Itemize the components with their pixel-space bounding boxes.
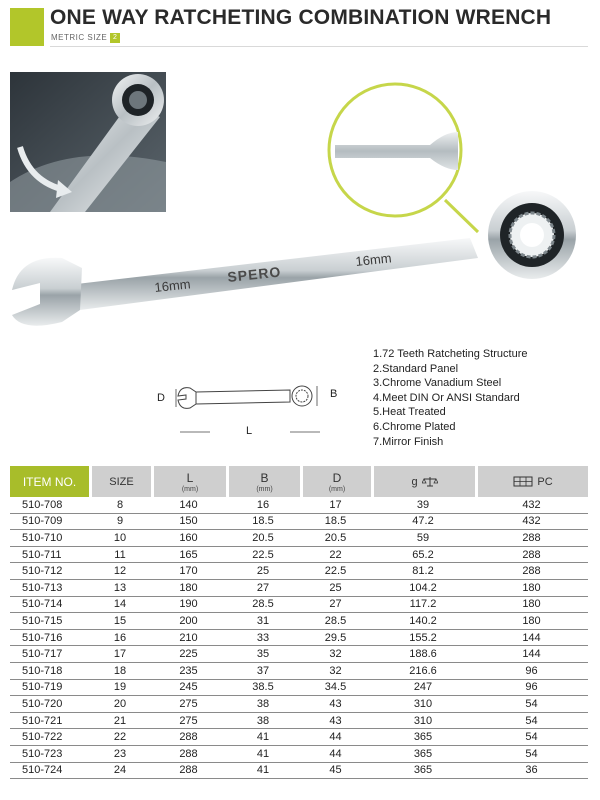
cell-weight: 216.6 <box>409 664 437 677</box>
cell-pieces: 144 <box>522 648 541 661</box>
table-body <box>10 497 588 779</box>
table-header-row <box>10 466 588 497</box>
cell-weight: 47.2 <box>412 515 434 528</box>
cell-length: 210 <box>179 631 198 644</box>
cell-item-no: 510-724 <box>22 764 63 777</box>
table-row <box>10 630 588 647</box>
cell-size: 15 <box>113 614 127 627</box>
cell-size: 17 <box>113 648 127 661</box>
table-row <box>10 696 588 713</box>
cell-item-no: 510-711 <box>22 548 62 561</box>
table-row <box>10 597 588 614</box>
cell-length: 150 <box>179 515 198 528</box>
cell-length: 160 <box>179 531 198 544</box>
cell-length: 275 <box>179 714 198 727</box>
ratchet-gear-icon <box>510 213 554 257</box>
header-accent-bar <box>10 8 44 46</box>
cell-size: 14 <box>113 598 127 611</box>
size-marking-left: 16mm <box>153 276 192 295</box>
cell-width-b: 35 <box>256 648 270 661</box>
cell-width-b: 37 <box>256 664 270 677</box>
cell-item-no: 510-717 <box>22 648 63 661</box>
cell-pieces: 432 <box>522 498 541 511</box>
cell-size: 20 <box>113 697 127 710</box>
page-title: ONE WAY RATCHETING COMBINATION WRENCH <box>50 6 552 29</box>
cell-weight: 365 <box>413 747 433 760</box>
cell-item-no: 510-719 <box>22 681 63 694</box>
feature-item: 1.72 Teeth Ratcheting Structure <box>373 348 528 360</box>
scale-icon <box>422 476 438 487</box>
cell-pieces: 180 <box>522 614 541 627</box>
dimension-label-d: D <box>157 392 165 404</box>
cell-length: 288 <box>179 731 198 744</box>
cell-weight: 188.6 <box>409 648 437 661</box>
cell-weight: 247 <box>413 681 433 694</box>
cell-length: 288 <box>179 764 198 777</box>
col-header-size: SIZE <box>89 466 151 497</box>
cell-length: 275 <box>179 697 198 710</box>
cell-pieces: 36 <box>525 764 538 777</box>
subtitle-badge: 2 <box>110 33 120 43</box>
cell-size: 9 <box>116 515 124 528</box>
feature-item: 5.Heat Treated <box>373 406 446 419</box>
feature-item: 2.Standard Panel <box>373 362 459 375</box>
cell-length: 288 <box>179 747 198 760</box>
cell-depth-d: 25 <box>329 581 342 594</box>
cell-pieces: 54 <box>525 731 538 744</box>
cell-length: 170 <box>179 565 198 578</box>
open-end-head <box>12 258 82 326</box>
cell-width-b: 20.5 <box>252 531 274 544</box>
cell-width-b: 28.5 <box>252 598 274 611</box>
cell-size: 24 <box>113 764 127 777</box>
cell-item-no: 510-714 <box>22 598 63 611</box>
cell-item-no: 510-712 <box>22 565 63 578</box>
cell-length: 200 <box>179 614 198 627</box>
size-marking-right: 16mm <box>354 250 393 269</box>
cell-depth-d: 43 <box>329 714 342 727</box>
cell-weight: 81.2 <box>412 565 434 578</box>
cell-size: 11 <box>114 548 126 561</box>
cell-size: 12 <box>113 565 127 578</box>
cell-pieces: 54 <box>525 747 538 760</box>
cell-depth-d: 22 <box>329 548 342 561</box>
cell-depth-d: 44 <box>329 731 342 744</box>
cell-pieces: 288 <box>522 565 541 578</box>
table-row <box>10 680 588 697</box>
cell-size: 13 <box>113 581 127 594</box>
cell-weight: 140.2 <box>409 614 437 627</box>
dimension-label-l: L <box>246 425 253 437</box>
cell-width-b: 16 <box>256 498 270 511</box>
cell-weight: 310 <box>413 697 433 710</box>
cell-pieces: 96 <box>525 681 538 694</box>
cell-depth-d: 44 <box>329 747 342 760</box>
cell-width-b: 38 <box>256 714 270 727</box>
table-row <box>10 613 588 630</box>
cell-depth-d: 29.5 <box>324 631 347 644</box>
cell-pieces: 144 <box>522 631 541 644</box>
cell-depth-d: 45 <box>329 764 342 777</box>
cell-item-no: 510-723 <box>22 747 63 760</box>
cell-width-b: 18.5 <box>252 515 274 528</box>
cell-size: 21 <box>113 714 127 727</box>
cell-pieces: 288 <box>522 548 541 561</box>
cell-length: 225 <box>179 648 198 661</box>
cell-width-b: 25 <box>256 565 270 578</box>
box-icon <box>513 476 533 487</box>
table-row <box>10 746 588 763</box>
table-row <box>10 547 588 564</box>
cell-depth-d: 22.5 <box>324 565 347 578</box>
cell-pieces: 54 <box>525 697 538 710</box>
cell-depth-d: 32 <box>329 648 342 661</box>
table-row <box>10 497 588 514</box>
table-row <box>10 729 588 746</box>
cell-width-b: 22.5 <box>252 548 274 561</box>
cell-item-no: 510-715 <box>22 614 63 627</box>
col-header-item: ITEM NO. <box>10 466 89 497</box>
table-row <box>10 580 588 597</box>
cell-width-b: 38.5 <box>252 681 274 694</box>
cell-width-b: 41 <box>256 764 270 777</box>
col-header-weight: g <box>371 466 475 497</box>
cell-width-b: 33 <box>256 631 270 644</box>
cell-item-no: 510-716 <box>22 631 63 644</box>
col-header-b: B (mm) <box>226 466 300 497</box>
cell-width-b: 27 <box>256 581 270 594</box>
spec-table <box>10 466 588 779</box>
cell-item-no: 510-708 <box>22 498 63 511</box>
cell-size: 10 <box>113 531 127 544</box>
cell-size: 22 <box>113 731 127 744</box>
feature-list <box>373 347 528 449</box>
cell-width-b: 38 <box>256 697 270 710</box>
cell-depth-d: 20.5 <box>324 531 347 544</box>
cell-depth-d: 43 <box>329 697 342 710</box>
col-header-d: D (mm) <box>300 466 371 497</box>
feature-item: 4.Meet DIN Or ANSI Standard <box>373 391 520 404</box>
cell-weight: 59 <box>416 531 430 544</box>
cell-length: 235 <box>179 664 198 677</box>
cell-item-no: 510-718 <box>22 664 63 677</box>
cell-length: 165 <box>179 548 198 561</box>
dimension-label-b: B <box>330 388 338 400</box>
cell-width-b: 41 <box>256 747 270 760</box>
cell-length: 140 <box>179 498 198 511</box>
table-row <box>10 713 588 730</box>
cell-weight: 65.2 <box>412 548 434 561</box>
cell-depth-d: 17 <box>329 498 342 511</box>
cell-item-no: 510-720 <box>22 697 63 710</box>
table-row <box>10 646 588 663</box>
cell-pieces: 288 <box>522 531 541 544</box>
col-header-l: L (mm) <box>151 466 226 497</box>
cell-item-no: 510-709 <box>22 515 63 528</box>
cell-pieces: 54 <box>525 714 538 727</box>
cell-weight: 104.2 <box>409 581 437 594</box>
cell-length: 180 <box>179 581 198 594</box>
cell-pieces: 180 <box>522 598 541 611</box>
feature-item: 6.Chrome Plated <box>373 420 456 433</box>
cell-size: 23 <box>113 747 127 760</box>
header-divider <box>50 46 588 47</box>
brand-marking: SPERO <box>226 263 283 285</box>
cell-item-no: 510-713 <box>22 581 63 594</box>
cell-item-no: 510-710 <box>22 531 63 544</box>
col-header-pc: PC <box>475 466 588 497</box>
cell-weight: 365 <box>413 764 433 777</box>
cell-width-b: 41 <box>256 731 270 744</box>
cell-depth-d: 27 <box>329 598 342 611</box>
cell-size: 8 <box>116 498 124 511</box>
table-row <box>10 563 588 580</box>
cell-depth-d: 32 <box>329 664 342 677</box>
cell-size: 19 <box>113 681 127 694</box>
cell-length: 190 <box>179 598 198 611</box>
cell-pieces: 96 <box>525 664 538 677</box>
cell-weight: 365 <box>413 731 433 744</box>
table-row <box>10 514 588 531</box>
cell-size: 18 <box>113 664 127 677</box>
page-subtitle <box>51 33 120 43</box>
cell-depth-d: 18.5 <box>324 515 347 528</box>
cell-pieces: 180 <box>522 581 541 594</box>
cell-width-b: 31 <box>256 614 270 627</box>
table-row <box>10 663 588 680</box>
cell-weight: 117.2 <box>409 598 437 611</box>
table-row <box>10 763 588 780</box>
cell-weight: 310 <box>413 714 433 727</box>
subtitle-text: METRIC SIZE <box>51 33 108 43</box>
cell-weight: 39 <box>416 498 430 511</box>
feature-item: 3.Chrome Vanadium Steel <box>373 377 502 390</box>
feature-item: 7.Mirror Finish <box>373 435 444 448</box>
cell-depth-d: 28.5 <box>324 614 347 627</box>
cell-weight: 155.2 <box>409 631 437 644</box>
cell-item-no: 510-721 <box>22 714 63 727</box>
cell-pieces: 432 <box>522 515 541 528</box>
table-row <box>10 530 588 547</box>
cell-size: 16 <box>113 631 127 644</box>
cell-item-no: 510-722 <box>22 731 63 744</box>
cell-depth-d: 34.5 <box>324 681 347 694</box>
wrench-illustration <box>0 70 600 370</box>
cell-length: 245 <box>179 681 198 694</box>
